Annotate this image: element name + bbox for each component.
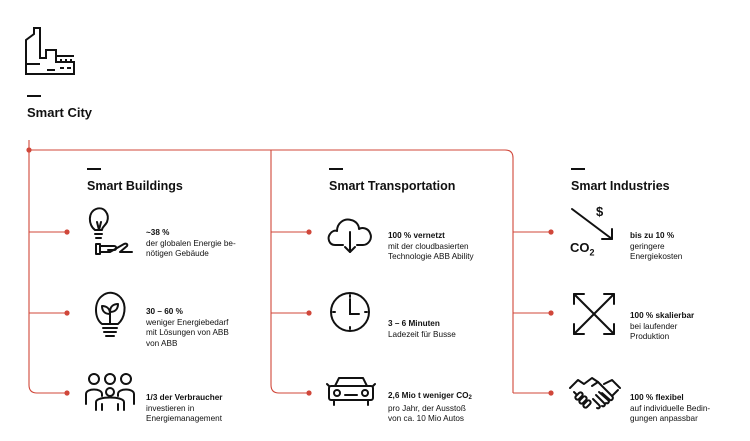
column-title-smart-buildings: Smart Buildings	[87, 179, 183, 193]
connector-dot	[26, 147, 31, 152]
connector-dot	[306, 390, 311, 395]
column-dash	[329, 168, 343, 170]
connector-dot	[64, 390, 69, 395]
stat-value: 1/3 der Verbraucher	[146, 392, 223, 402]
clock-icon	[328, 290, 372, 334]
connector-dot	[64, 310, 69, 315]
co2-label	[570, 240, 595, 258]
stat-value: 100 % vernetzt	[388, 230, 445, 240]
stat-value: 100 % skalierbar	[630, 310, 695, 320]
co2-label-subscript: 2	[589, 247, 595, 258]
stat-text	[630, 300, 694, 343]
stat-text	[630, 382, 710, 425]
stat-text	[146, 217, 236, 260]
connector-dot	[548, 229, 553, 234]
lightbulb-hand-icon	[84, 206, 138, 258]
stat-value	[388, 391, 472, 404]
stat-value-main: 2,6 Mio t weniger CO	[388, 390, 469, 400]
connector-dot	[548, 310, 553, 315]
stat-description: investieren in Energiemanagement	[146, 403, 223, 424]
stat-text	[388, 380, 472, 425]
eco-lightbulb-icon	[92, 290, 128, 340]
scalable-arrows-icon	[570, 290, 618, 338]
stat-text	[388, 308, 456, 340]
stat-description: mit der cloudbasierten Technologie ABB Ability	[388, 241, 474, 262]
factory-icon	[22, 24, 78, 76]
page-title: Smart City	[27, 105, 93, 120]
stat-description: weniger Energiebedarf mit Lösungen von ABB von ABB	[146, 317, 229, 349]
stat-value-subscript: 2	[468, 394, 472, 401]
car-icon	[326, 374, 376, 408]
stat-value: bis zu 10 %	[630, 230, 675, 240]
stat-text	[146, 296, 229, 350]
dollar-sign-label: $	[596, 204, 604, 219]
connector-dot	[64, 229, 69, 234]
column-dash	[87, 168, 101, 170]
column-title-smart-transportation: Smart Transportation	[329, 179, 456, 193]
stat-description: der globalen Energie be- nötigen Gebäude	[146, 238, 236, 259]
stat-value: ~38 %	[146, 227, 170, 237]
connector-dot	[306, 310, 311, 315]
stat-description: geringere Energiekosten	[630, 241, 683, 262]
co2-label-text: CO	[570, 240, 590, 255]
stat-text	[388, 220, 474, 263]
stat-value: 100 % flexibel	[630, 392, 684, 402]
stat-description: pro Jahr, der Ausstoß von ca. 10 Mio Autos	[388, 403, 466, 424]
connector-dot	[548, 390, 553, 395]
co2-dollar-decrease-icon	[568, 205, 624, 259]
column-title-smart-industries: Smart Industries	[571, 179, 670, 193]
title-dash	[27, 95, 41, 97]
connector-dot	[306, 229, 311, 234]
column-dash	[571, 168, 585, 170]
stat-value: 3 – 6 Minuten	[388, 318, 440, 328]
stat-description: Ladezeit für Busse	[388, 329, 456, 339]
stat-text	[146, 382, 222, 425]
handshake-icon	[568, 374, 622, 412]
cloud-download-icon	[326, 214, 376, 254]
stat-text	[630, 220, 682, 263]
people-group-icon	[84, 372, 136, 412]
stat-description: auf individuelle Bedin- gungen anpassbar	[630, 403, 711, 424]
stat-description: bei laufender Produktion	[630, 321, 678, 342]
stat-value: 30 – 60 %	[146, 306, 183, 316]
